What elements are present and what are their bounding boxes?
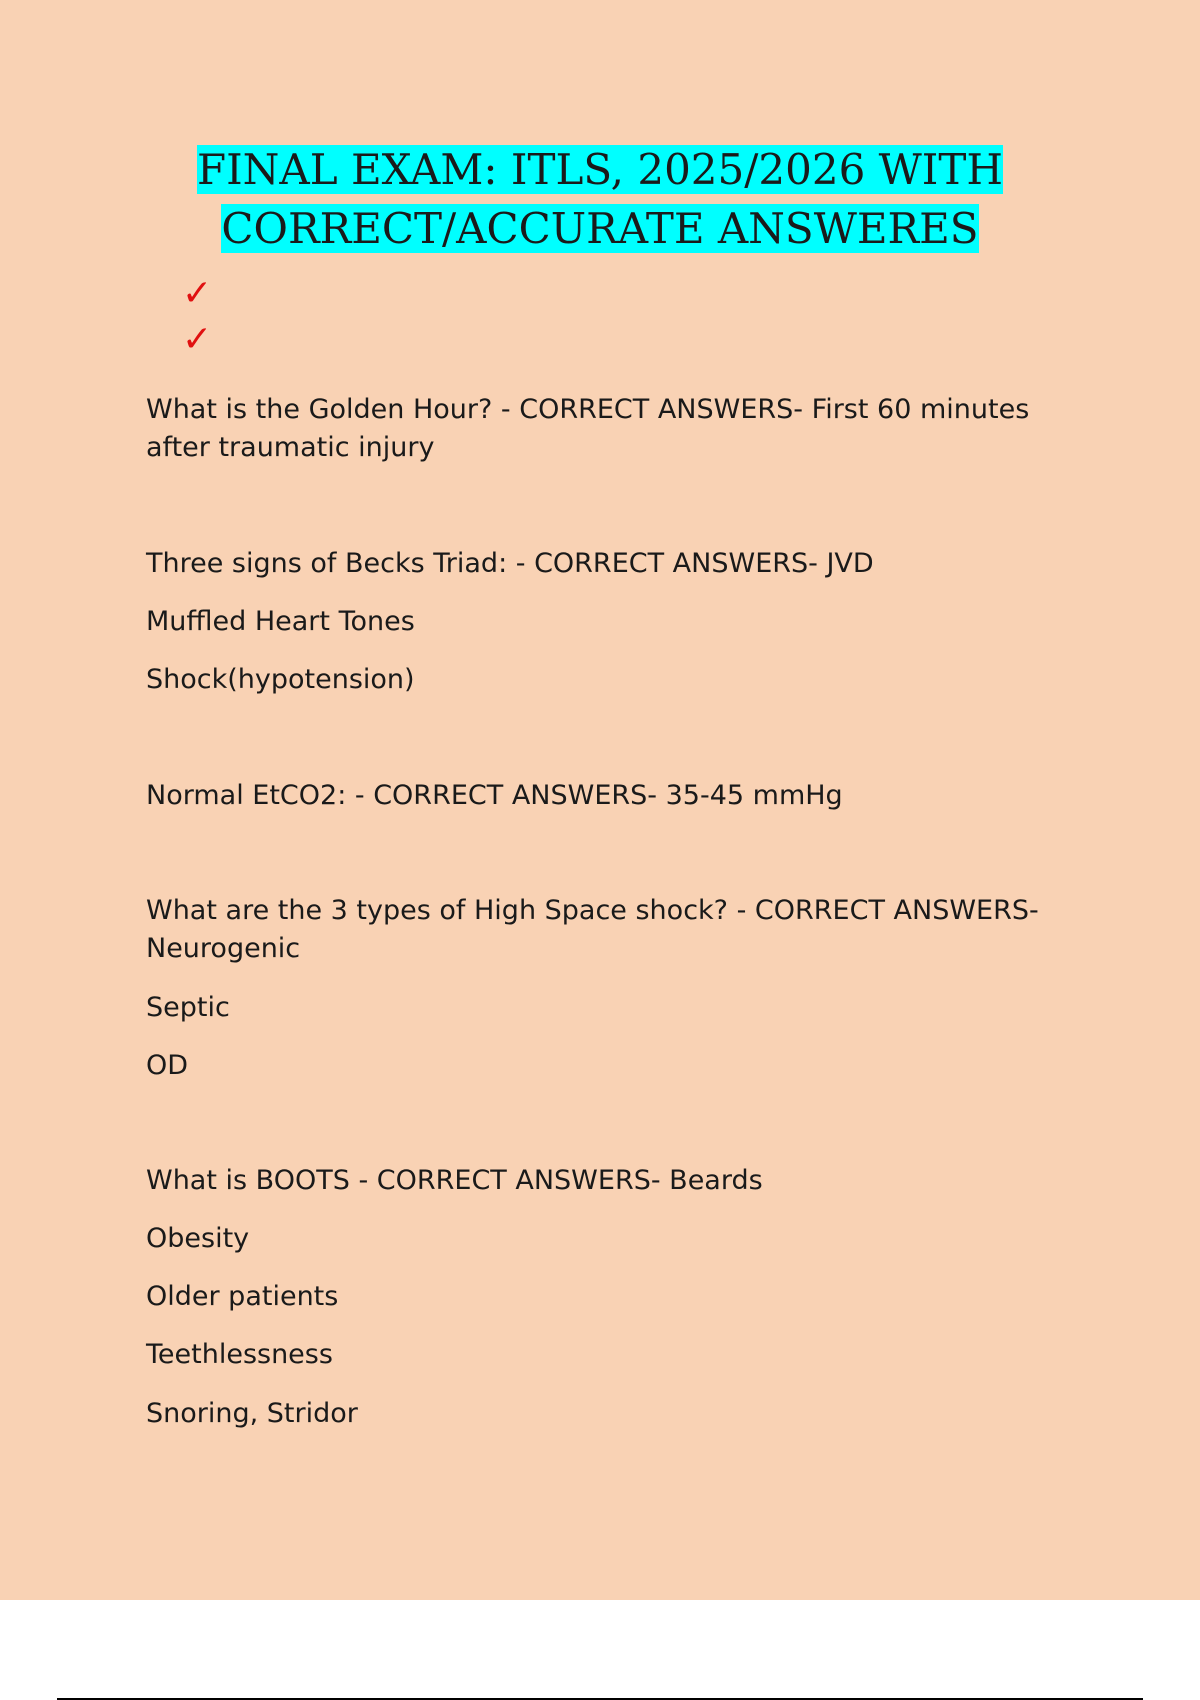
answer-line: Obesity [146, 1223, 250, 1254]
title-line-2: CORRECT/ACCURATE ANSWERES [221, 204, 979, 253]
question-high-space-shock: What are the 3 types of High Space shock? - CORRECT ANSWERS- [146, 895, 1039, 926]
answer-line: OD [146, 1050, 189, 1081]
question-golden-hour: What is the Golden Hour? - CORRECT ANSWERS- First 60 minutes [146, 394, 1030, 425]
question-high-space-shock-cont: Neurogenic [146, 933, 301, 964]
answer-line: Teethlessness [146, 1339, 333, 1370]
document-title [0, 140, 1200, 258]
question-normal-etco2: Normal EtCO2: - CORRECT ANSWERS- 35-45 mmHg [146, 780, 843, 811]
answer-line: Older patients [146, 1281, 339, 1312]
checkmark-icon: ✓ [182, 319, 213, 360]
answer-line: Snoring, Stridor [146, 1398, 358, 1429]
title-line-1: FINAL EXAM: ITLS, 2025/2026 WITH [196, 145, 1004, 194]
answer-line: Shock(hypotension) [146, 664, 415, 695]
question-boots: What is BOOTS - CORRECT ANSWERS- Beards [146, 1165, 763, 1196]
question-golden-hour-cont: after traumatic injury [146, 432, 435, 463]
question-becks-triad: Three signs of Becks Triad: - CORRECT ANSWERS- JVD [146, 548, 874, 579]
answer-line: Septic [146, 992, 230, 1023]
answer-line: Muffled Heart Tones [146, 606, 415, 637]
checkmark-icon: ✓ [182, 273, 213, 314]
